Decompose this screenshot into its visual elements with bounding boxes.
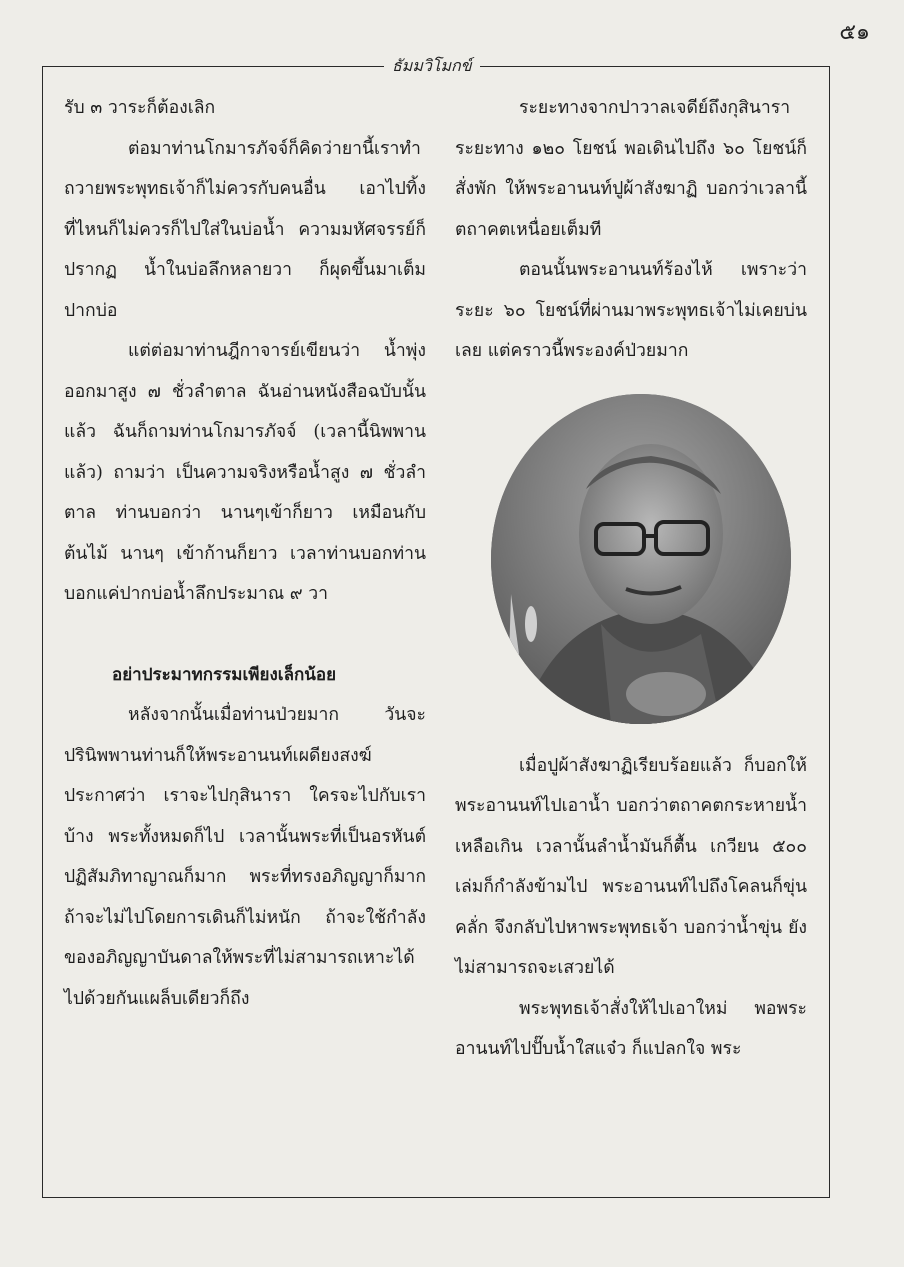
section-heading: อย่าประมาทกรรมเพียงเล็กน้อย xyxy=(112,664,337,685)
paragraph: ต่อมาท่านโกมารภัจจ์ก็คิดว่ายานี้เราทำถวายพระพุทธเจ้าก็ไม่ควรกับคนอื่น เอาไปทิ้งที่ไหนก็ไม่ควรก็ไปใส่ในบ่อน้ำ ความมหัศจรรย์ก็ปรากฏ น้ำในบ่อลึกหลายวา ก็ผุดขึ้นมาเต็มปากบ่อ xyxy=(64,138,426,321)
right-column xyxy=(455,88,807,1070)
paragraph: เมื่อปูผ้าสังฆาฏิเรียบร้อยแล้ว ก็บอกให้พระอานนท์ไปเอาน้ำ บอกว่าตถาคตกระหายน้ำเหลือเกิน เวลานั้นลำน้ำมันก็ตื้น เกวียน ๕๐๐ เล่มก็กำลังข้ามไป พระอานนท์ไปถึงโคลนก็ขุ่นคลั่ก จึงกลับไปหาพระพุทธเจ้า บอกว่าน้ำขุ่น ยังไม่สามารถจะเสวยได้ xyxy=(455,755,807,978)
left-column xyxy=(64,88,426,1019)
paragraph: ตอนนั้นพระอานนท์ร้องไห้ เพราะว่าระยะ ๖๐ โยชน์ที่ผ่านมาพระพุทธเจ้าไม่เคยบ่นเลย แต่คราวนี้พระองค์ป่วยมาก xyxy=(455,260,807,361)
paragraph: หลังจากนั้นเมื่อท่านป่วยมาก วันจะปรินิพพานท่านก็ให้พระอานนท์เผดียงสงฆ์ประกาศว่า เราจะไปกุสินารา ใครจะไปกับเราบ้าง พระทั้งหมดก็ไป เวลานั้นพระที่เป็นอรหันต์ปฏิสัมภิทาญาณก็มาก พระที่ทรงอภิญญาก็มาก ถ้าจะไม่ไปโดยการเดินก็ไม่หนัก ถ้าจะใช้กำลังของอภิญญาบันดาลให้พระที่ไม่สามารถเหาะได้ไปด้วยกันแผล็บเดียวก็ถึง xyxy=(64,705,426,1009)
paragraph: รับ ๓ วาระก็ต้องเลิก xyxy=(64,98,216,118)
paragraph: ระยะทางจากปาวาลเจดีย์ถึงกุสินารา ระยะทาง ๑๒๐ โยชน์ พอเดินไปถึง ๖๐ โยชน์ก็สั่งพัก ให้พระอานนท์ปูผ้าสังฆาฏิ บอกว่าเวลานี้ตถาคตเหนื่อยเต็มที xyxy=(455,98,807,240)
section-spacer xyxy=(64,615,426,655)
paragraph: แต่ต่อมาท่านฎีกาจารย์เขียนว่า น้ำพุ่งออกมาสูง ๗ ชั่วลำตาล ฉันอ่านหนังสือฉบับนั้นแล้ว ฉันก็ถามท่านโกมารภัจจ์ (เวลานี้นิพพานแล้ว) ถามว่า เป็นความจริงหรือน้ำสูง ๗ ชั่วลำตาล ท่านบอกว่า นานๆเข้าก็ยาว เหมือนกับต้นไม้ นานๆ เข้าก้านก็ยาว เวลาท่านบอกท่านบอกแค่ปากบ่อน้ำลึกประมาณ ๙ วา xyxy=(64,341,426,604)
page-number: ๕๑ xyxy=(839,20,870,45)
running-head: ธัมมวิโมกข์ xyxy=(384,52,480,80)
paragraph: พระพุทธเจ้าสั่งให้ไปเอาใหม่ พอพระอานนท์ไปปั๊บน้ำใสแจ๋ว ก็แปลกใจ พระ xyxy=(455,998,807,1059)
monk-portrait-photo xyxy=(491,394,791,724)
